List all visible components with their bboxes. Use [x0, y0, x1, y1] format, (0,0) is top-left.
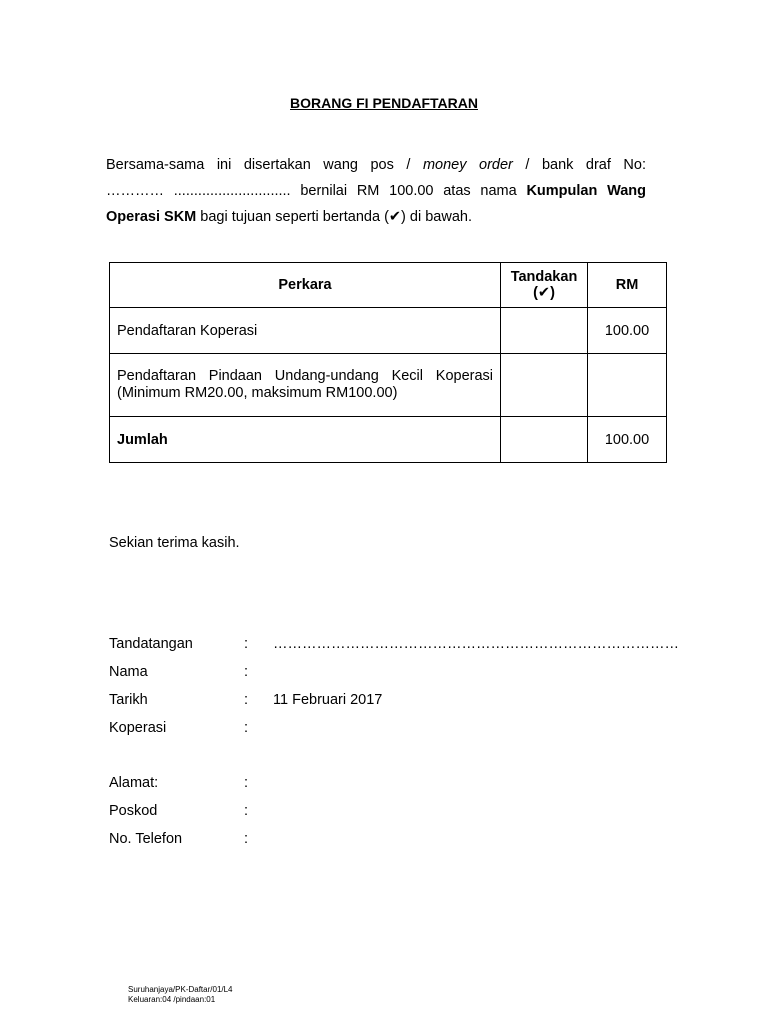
- field-label: Koperasi: [109, 720, 167, 736]
- intro-text: / bank draf No:: [512, 157, 646, 173]
- document-reference: [128, 985, 233, 1005]
- field-colon: :: [244, 803, 249, 819]
- field-colon: :: [244, 636, 249, 652]
- intro-paragraph: [106, 152, 646, 230]
- form-title: BORANG FI PENDAFTARAN: [290, 95, 478, 111]
- field-label: Nama: [109, 664, 148, 680]
- table-row: [110, 308, 667, 354]
- reference-line-2: Keluaran:04 /pindaan:01: [128, 995, 216, 1004]
- field-colon: :: [244, 775, 249, 791]
- intro-italic-text: money order: [422, 157, 513, 173]
- row-item-line-2: (Minimum RM20.00, maksimum RM100.00): [117, 385, 398, 401]
- field-colon: :: [244, 664, 249, 680]
- intro-bold-text: Operasi SKM: [106, 209, 197, 225]
- row-item-line-1: Pendaftaran Pindaan Undang-undang Kecil Koperasi: [117, 368, 493, 384]
- field-label: Alamat:: [109, 775, 159, 791]
- total-tick-cell: [501, 417, 588, 463]
- reference-line-1: Suruhanjaya/PK-Daftar/01/L4: [128, 985, 233, 994]
- table-total-row: [110, 417, 667, 463]
- field-label: No. Telefon: [109, 831, 183, 847]
- row-amount: 100.00: [588, 308, 667, 354]
- total-amount: 100.00: [588, 417, 667, 463]
- row-item: Pendaftaran Koperasi: [110, 308, 501, 354]
- row-tick-cell[interactable]: [501, 308, 588, 354]
- header-tandakan: [501, 263, 588, 308]
- field-label: Tarikh: [109, 692, 148, 708]
- intro-bold-text: Kumpulan Wang: [526, 183, 647, 199]
- row-item: [110, 354, 501, 417]
- intro-line-3: [106, 204, 646, 230]
- intro-text: Bersama-sama ini disertakan wang pos /: [106, 157, 423, 173]
- field-colon: :: [244, 831, 249, 847]
- row-tick-cell[interactable]: [501, 354, 588, 417]
- field-label: Poskod: [109, 803, 158, 819]
- table-header-row: [110, 263, 667, 308]
- header-rm: RM: [588, 263, 667, 308]
- header-tandakan-label: Tandakan: [510, 269, 578, 285]
- field-label: Tandatangan: [109, 636, 193, 652]
- table-row: [110, 354, 667, 417]
- field-colon: :: [244, 692, 249, 708]
- fee-table: [109, 262, 667, 463]
- field-colon: :: [244, 720, 249, 736]
- intro-line-1: [106, 152, 646, 178]
- intro-line-2: [106, 178, 646, 204]
- intro-text: ………… ............................. bernilai RM 100.00 atas nama: [106, 183, 527, 199]
- field-value[interactable]: 11 Februari 2017: [273, 692, 383, 708]
- header-tick-mark: (✔): [533, 285, 555, 301]
- header-perkara: Perkara: [110, 263, 501, 308]
- total-label: Jumlah: [110, 417, 501, 463]
- row-amount: [588, 354, 667, 417]
- closing-text: Sekian terima kasih.: [109, 535, 240, 551]
- intro-text: bagi tujuan seperti bertanda (✔) di bawah.: [196, 209, 472, 225]
- field-value[interactable]: …………………………………………………………………………: [273, 636, 679, 652]
